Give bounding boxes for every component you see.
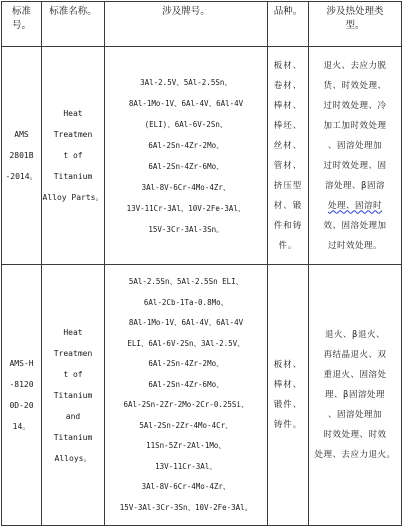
cell-line: Treatmen [53, 130, 93, 139]
header-line: 品种。 [273, 6, 303, 17]
cell-line: 14。 [12, 422, 31, 431]
cell-line: 溶处理、β固溶 [325, 180, 385, 191]
cell-line: 锻件、 [273, 400, 303, 410]
cell-line: 件和铸 [273, 220, 303, 231]
cell-line: -8120 [9, 380, 34, 389]
header-standard-name [42, 2, 105, 47]
cell-line: 理、β固溶处理 [325, 390, 385, 400]
cell-line: 6Al-2Sn-4Zr-6Mo、 [148, 379, 224, 389]
cell-line: 8Al-1Mo-1V、6Al-4V、6Al-4V [128, 318, 244, 327]
cell-line: 再结晶退火、双 [323, 350, 387, 360]
cell-line: t of [63, 151, 83, 160]
heat-treatment-cell [309, 47, 402, 265]
cell-line: 棒材、 [273, 380, 303, 390]
cell-line: 5Al-2Sn-2Zr-4Mo-4Cr、 [139, 420, 233, 430]
standard-number-cell [2, 265, 42, 526]
header-line: 标准 [11, 6, 31, 17]
cell-line: Titanium [53, 432, 93, 442]
cell-line: 处理、去应力退火。 [314, 450, 396, 460]
cell-line: 11Sn-5Zr-2Al-1Mo、 [146, 441, 226, 450]
cell-line: 3Al-8V-6Cr-4Mo-4Zr、 [141, 182, 231, 192]
cell-line: 棒材、 [273, 100, 303, 111]
cell-line: ELI、6Al-6V-2Sn、3Al-2.5V、 [127, 338, 245, 348]
header-standard-number [2, 2, 42, 47]
heat-treatment-cell [309, 265, 402, 526]
cell-line: 3Al-2.5V、5Al-2.5Sn、 [140, 77, 232, 87]
cell-line: 丝材、 [273, 140, 303, 151]
table-row [2, 47, 402, 265]
cell-line: 加工加时效处理 [323, 120, 387, 131]
cell-line: 时效处理、时效 [323, 430, 387, 440]
cell-line: 5Al-2.5Sn、5Al-2.5Sn ELI、 [128, 277, 244, 286]
product-forms-cell [268, 265, 309, 526]
cell-line-underlined: 处理、固溶时 [327, 200, 382, 211]
cell-line: 管材、 [273, 160, 303, 171]
grades-cell [105, 265, 268, 526]
cell-line: 货、时效处理、 [323, 80, 387, 91]
cell-line: 13V-11Cr-3Al、 [155, 461, 217, 471]
cell-line: 6Al-2Cb-1Ta-0.8Mo、 [143, 297, 229, 307]
header-line: 号。 [11, 20, 31, 31]
standard-name-cell [42, 47, 105, 265]
cell-line: 退火、去应力脱 [323, 60, 387, 71]
header-line: 标准名称。 [49, 6, 97, 17]
cell-line: Treatmen [53, 348, 93, 358]
cell-line: Alloys。 [54, 453, 92, 463]
product-forms-cell [268, 47, 309, 265]
cell-line: 13V-11Cr-3Al、10V-2Fe-3Al、 [126, 203, 246, 213]
cell-line: and [65, 411, 81, 421]
cell-line: Heat [63, 109, 83, 118]
cell-line: (ELI)、6Al-6V-2Sn、 [144, 119, 228, 129]
cell-line: Alloy Parts。 [42, 193, 104, 202]
cell-line: 2801B [9, 151, 34, 160]
cell-line: 板材、 [273, 360, 303, 370]
header-line: 涉及牌号。 [162, 6, 210, 17]
header-row [2, 2, 402, 47]
cell-line: AMS-H [9, 359, 34, 368]
cell-line: Titanium [53, 172, 93, 181]
cell-line: 、固溶处理加 [327, 410, 382, 420]
header-grades [105, 2, 268, 47]
cell-line: 棒坯、 [273, 120, 303, 131]
header-line: 涉及热处理类 [326, 6, 384, 17]
cell-line: 8Al-1Mo-1V、6Al-4V、6Al-4V [128, 98, 244, 108]
cell-line: 铸件。 [273, 420, 303, 430]
standard-name-cell [42, 265, 105, 526]
cell-line: -2014。 [5, 172, 38, 181]
heat-treatment-standards-table [1, 1, 402, 526]
cell-line: 效、固溶处理加 [323, 220, 387, 231]
cell-line: 退火、β退火、 [325, 330, 385, 340]
cell-line: Heat [63, 327, 83, 337]
cell-line: 重退火、固溶处 [323, 370, 387, 380]
cell-line: 6Al-2Sn-4Zr-6Mo、 [148, 161, 224, 171]
cell-line: t of [63, 369, 83, 379]
cell-line: 6Al-2Sn-4Zr-2Mo、 [148, 140, 224, 150]
cell-line: 3Al-8V-6Cr-4Mo-4Zr、 [141, 482, 231, 491]
cell-line: 材、锻 [273, 200, 303, 211]
cell-line: 0D-20 [9, 401, 34, 410]
cell-line: 15V-3Cr-3Al-3Sn。 [148, 224, 224, 234]
table-row [2, 265, 402, 526]
standard-number-cell [2, 47, 42, 265]
grades-cell [105, 47, 268, 265]
cell-line: 6Al-2Sn-4Zr-2Mo、 [148, 359, 224, 368]
cell-line: 挤压型 [273, 180, 303, 191]
cell-line: 卷材、 [273, 80, 303, 91]
header-heat-treatment-types [309, 2, 402, 47]
cell-line: 过时效处理、冷 [323, 100, 387, 111]
header-line: 型。 [345, 20, 365, 31]
cell-line: 6Al-2Sn-2Zr-2Mo-2Cr-0.25Si、 [123, 400, 249, 409]
cell-line: 过时效处理、固 [323, 160, 387, 171]
cell-line: 板材、 [273, 60, 303, 71]
cell-line: Titanium [53, 390, 93, 400]
cell-line: 过时效处理。 [327, 240, 382, 251]
cell-line: 、固溶处理加 [327, 140, 382, 151]
cell-line: AMS [14, 130, 29, 139]
cell-line: 15V-3Al-3Cr-3Sn、10V-2Fe-3Al。 [119, 502, 253, 512]
header-product-forms [268, 2, 309, 47]
cell-line: 件。 [278, 240, 298, 251]
